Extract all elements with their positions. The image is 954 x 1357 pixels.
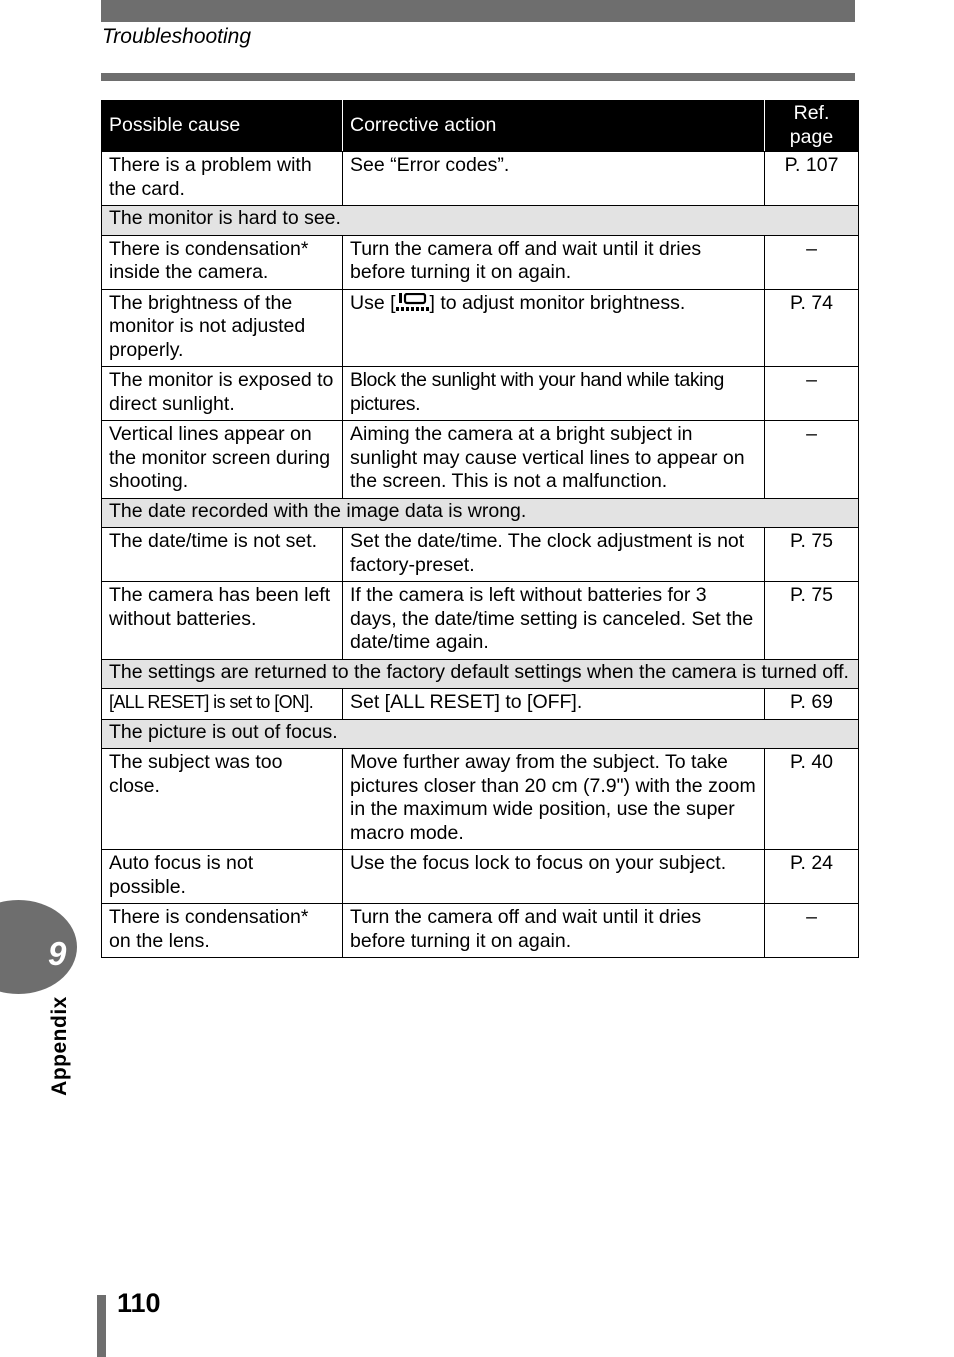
ref-cell: P. 75 [765, 528, 859, 582]
section-title: Troubleshooting [102, 25, 252, 48]
group-title: The settings are returned to the factory default settings when the camera is turned off. [102, 659, 859, 689]
table-row [102, 528, 859, 582]
cause-cell: The monitor is exposed to direct sunlight. [102, 367, 343, 421]
table-row [102, 289, 859, 367]
action-cell [343, 289, 765, 367]
action-cell: Aiming the camera at a bright subject in sunlight may cause vertical lines to appear on the screen. This is not a malfunction. [343, 421, 765, 499]
action-cell: Turn the camera off and wait until it dries before turning it on again. [343, 235, 765, 289]
cause-cell: There is condensation* on the lens. [102, 904, 343, 958]
ref-cell: P. 69 [765, 689, 859, 720]
cause-cell: [ALL RESET] is set to [ON]. [102, 689, 343, 720]
group-row-monitor [102, 206, 859, 236]
action-cell: Move further away from the subject. To take pictures closer than 20 cm (7.9") with the zoom in the maximum wide position, use the super macro mode. [343, 749, 765, 850]
table-row [102, 235, 859, 289]
top-header-bar [101, 0, 855, 22]
ref-cell: P. 74 [765, 289, 859, 367]
action-cell: Set the date/time. The clock adjustment is not factory-preset. [343, 528, 765, 582]
table-row [102, 582, 859, 660]
table-header-row [102, 101, 859, 152]
page-number-bar [97, 1295, 106, 1357]
table-row [102, 749, 859, 850]
chapter-number: 9 [48, 935, 67, 972]
group-title: The monitor is hard to see. [102, 206, 859, 236]
cause-cell: The date/time is not set. [102, 528, 343, 582]
ref-cell: P. 75 [765, 582, 859, 660]
monitor-brightness-icon [396, 293, 430, 311]
ref-cell: P. 40 [765, 749, 859, 850]
header-rule [101, 73, 855, 81]
action-text-before: Use [ [350, 291, 396, 314]
cause-cell: There is a problem with the card. [102, 152, 343, 206]
cause-cell: There is condensation* inside the camera. [102, 235, 343, 289]
chapter-label: Appendix [48, 996, 71, 1096]
ref-cell: – [765, 421, 859, 499]
table-row [102, 421, 859, 499]
action-text-after: ] to adjust monitor brightness. [429, 291, 686, 314]
cause-cell: Auto focus is not possible. [102, 850, 343, 904]
group-row-focus [102, 719, 859, 749]
table-row [102, 850, 859, 904]
ref-cell: – [765, 235, 859, 289]
cause-cell: The subject was too close. [102, 749, 343, 850]
group-title: The date recorded with the image data is wrong. [102, 498, 859, 528]
group-row-settings [102, 659, 859, 689]
table-row [102, 689, 859, 720]
header-ref: Ref. page [765, 101, 859, 152]
table-row [102, 152, 859, 206]
ref-cell: – [765, 367, 859, 421]
action-cell: Block the sunlight with your hand while taking pictures. [343, 367, 765, 421]
group-row-date [102, 498, 859, 528]
ref-cell: – [765, 904, 859, 958]
group-title: The picture is out of focus. [102, 719, 859, 749]
action-cell: Use the focus lock to focus on your subject. [343, 850, 765, 904]
ref-cell: P. 24 [765, 850, 859, 904]
cause-cell: The camera has been left without batteries. [102, 582, 343, 660]
table-row [102, 904, 859, 958]
header-cause: Possible cause [102, 101, 343, 152]
cause-cell: The brightness of the monitor is not adjusted properly. [102, 289, 343, 367]
action-cell: See “Error codes”. [343, 152, 765, 206]
page-number: 110 [117, 1288, 161, 1318]
troubleshooting-table [101, 100, 859, 958]
table-row [102, 367, 859, 421]
action-cell: Set [ALL RESET] to [OFF]. [343, 689, 765, 720]
header-action: Corrective action [343, 101, 765, 152]
action-cell: Turn the camera off and wait until it dries before turning it on again. [343, 904, 765, 958]
action-cell: If the camera is left without batteries for 3 days, the date/time setting is canceled. Set the date/time again. [343, 582, 765, 660]
cause-cell: Vertical lines appear on the monitor screen during shooting. [102, 421, 343, 499]
ref-cell: P. 107 [765, 152, 859, 206]
